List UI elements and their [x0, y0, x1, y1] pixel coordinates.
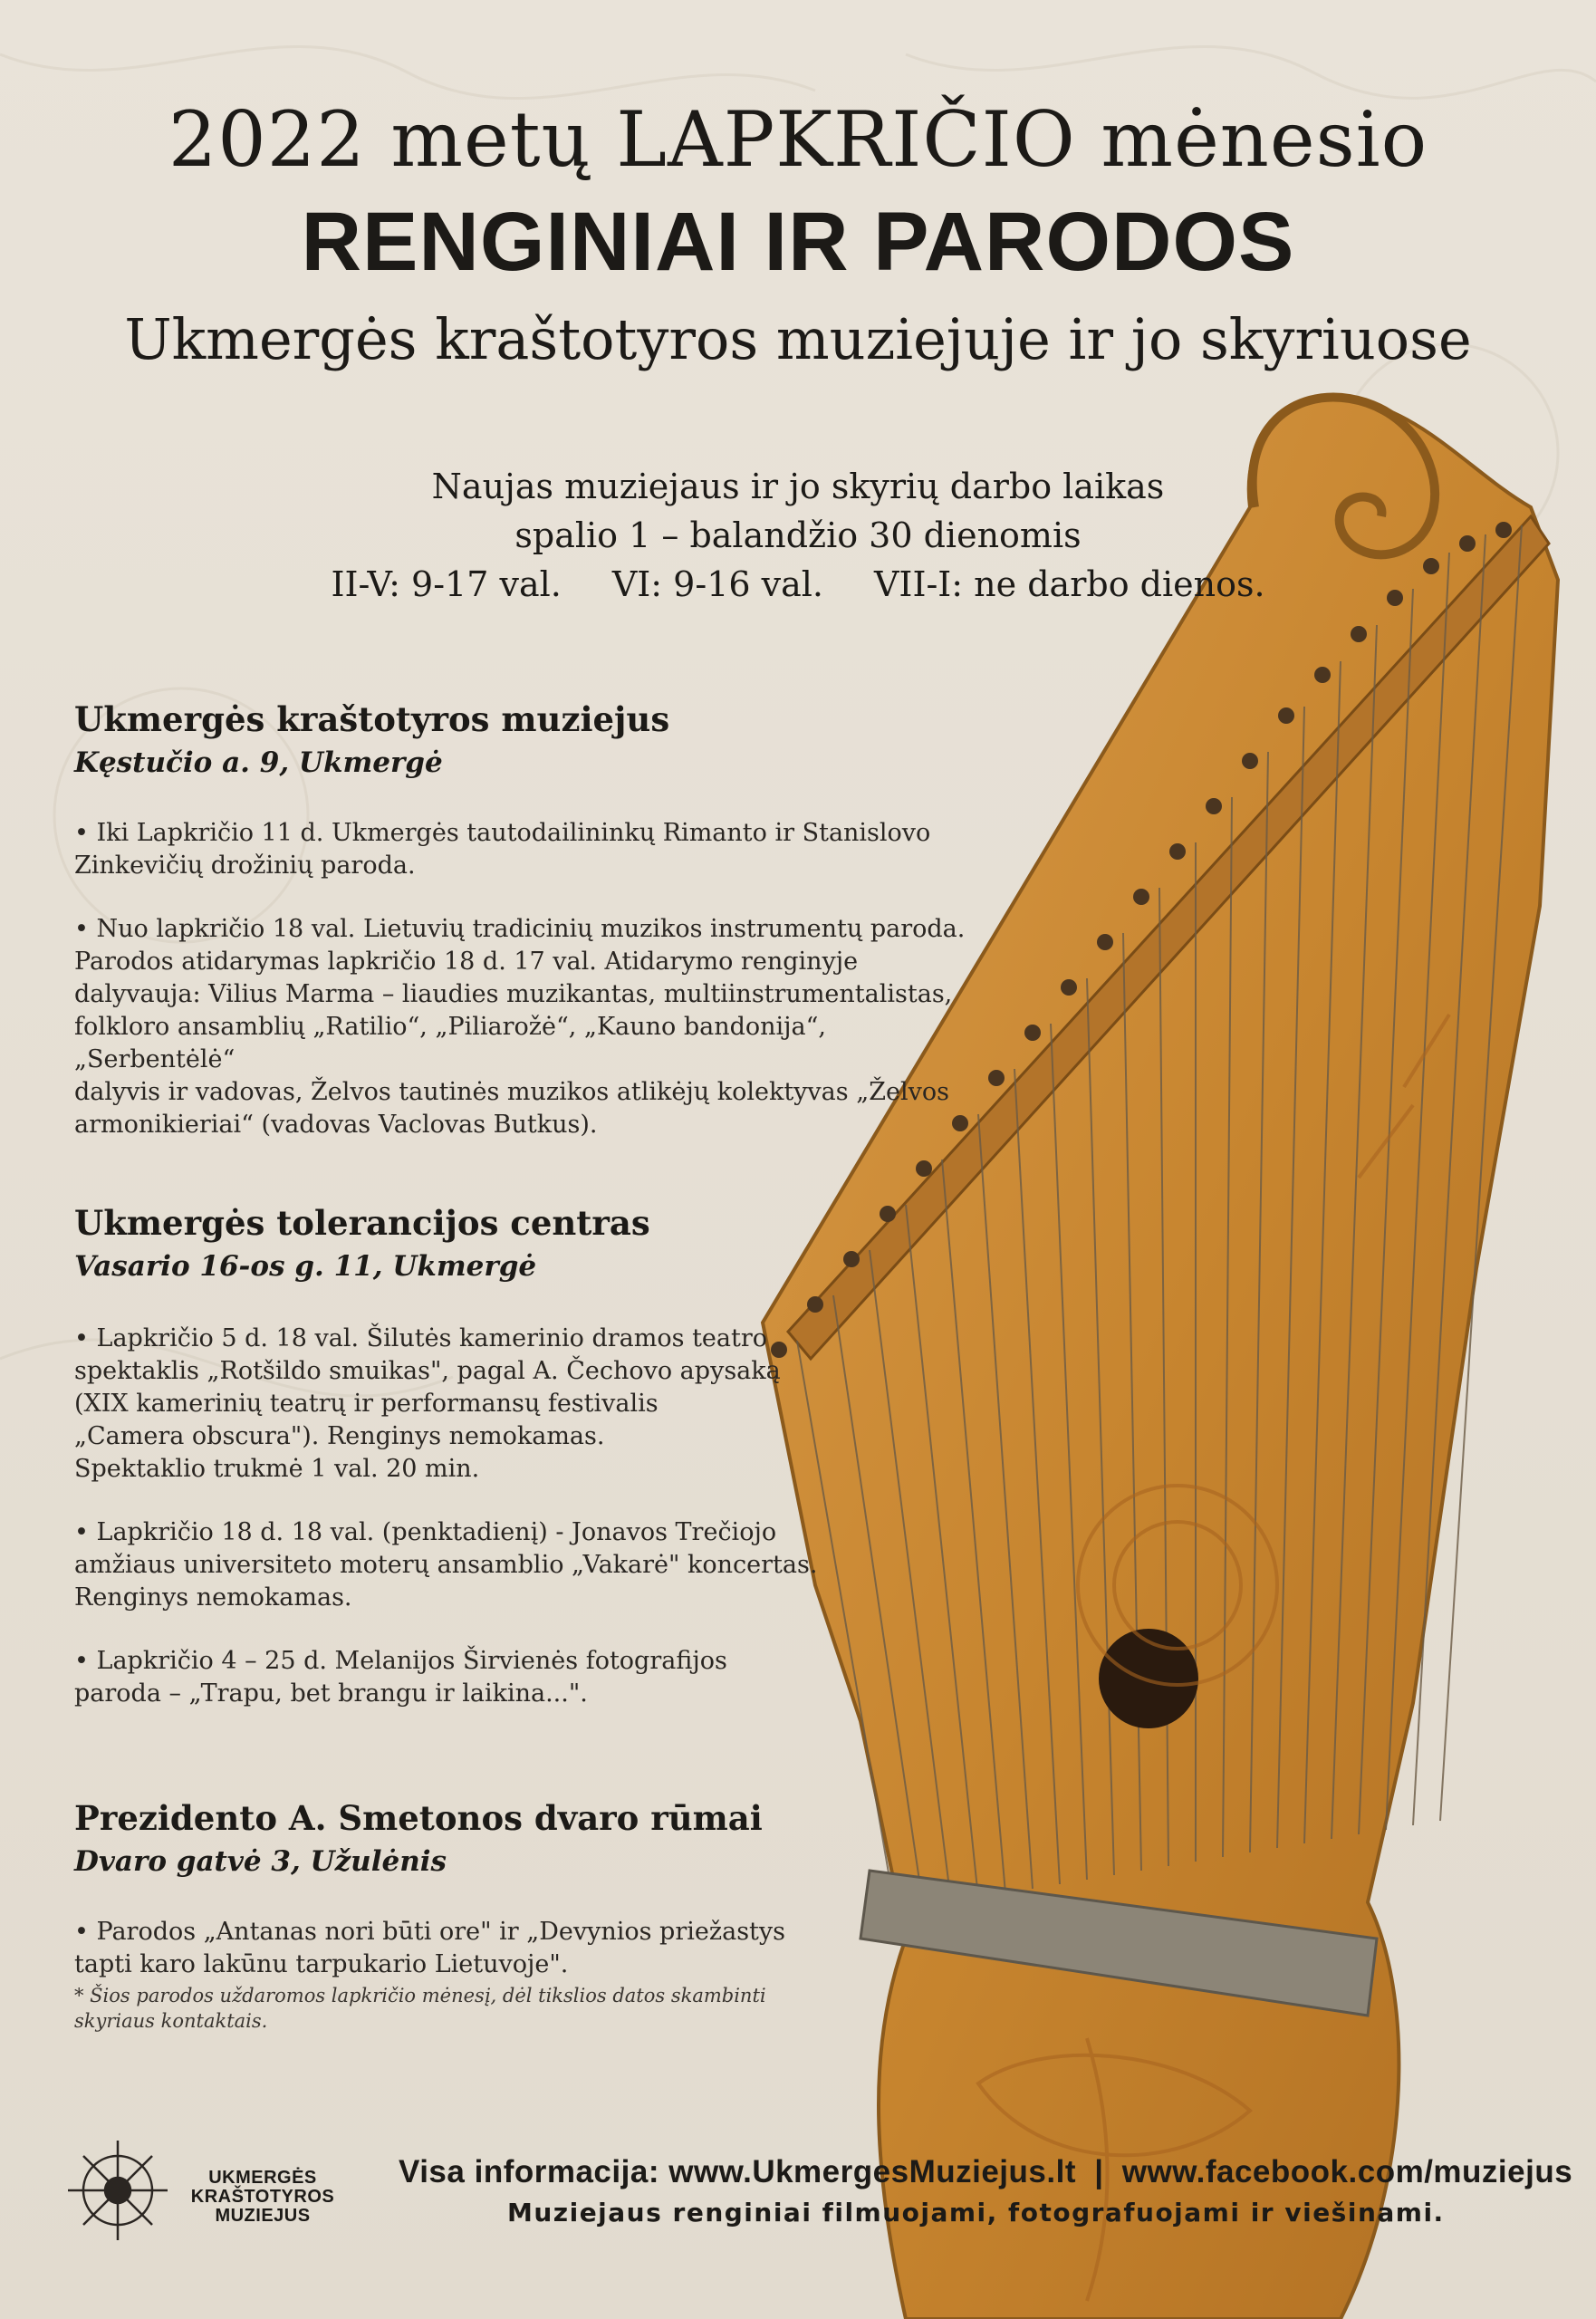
- list-item: [74, 1645, 889, 1710]
- item-line: Spektaklio trukmė 1 val. 20 min.: [74, 1455, 480, 1483]
- section-kraštotyros-muziejus: [74, 699, 980, 1141]
- section-note: [74, 1983, 889, 2034]
- item-line: • Iki Lapkričio 11 d. Ukmergės tautodailininkų Rimanto ir Stanislovo: [74, 819, 931, 847]
- footer-notice: Muziejaus renginiai filmuojami, fotografuojami ir viešinami.: [507, 2198, 1445, 2228]
- item-line: paroda – „Trapu, bet brangu ir laikina...".: [74, 1679, 588, 1708]
- section-smetonos-dvaras: [74, 1798, 889, 2034]
- item-line: • Lapkričio 5 d. 18 val. Šilutės kamerinio dramos teatro: [74, 1324, 768, 1352]
- item-line: Renginys nemokamas.: [74, 1583, 352, 1612]
- note-line: skyriaus kontaktais.: [74, 2010, 268, 2032]
- item-line: Parodos atidarymas lapkričio 18 d. 17 val. Atidarymo renginyje: [74, 948, 859, 976]
- item-line: armonikieriai“ (vadovas Vaclovas Butkus).: [74, 1111, 598, 1139]
- header-subtitle: Ukmergės kraštotyros muziejuje ir jo skyriuose: [124, 306, 1472, 372]
- item-line: folkloro ansamblių „Ratilio“, „Piliarožė“, „Kauno bandonija“, „Serbentėlė“: [74, 1013, 827, 1073]
- section-tolerancijos-centras: [74, 1203, 889, 1710]
- list-item: [74, 1916, 889, 1981]
- item-line: (XIX kamerinių teatrų ir performansų festivalis: [74, 1390, 659, 1418]
- hours-weekdays: II-V: 9-17 val.: [331, 564, 562, 604]
- item-line: dalyvauja: Vilius Marma – liaudies muzikantas, multiinstrumentalistas,: [74, 980, 953, 1008]
- item-line: amžiaus universiteto moterų ansamblio „Vakarė" koncertas.: [74, 1551, 818, 1579]
- header-title-month: 2022 metų LAPKRIČIO mėnesio: [168, 95, 1428, 184]
- list-item: [74, 1516, 889, 1614]
- item-line: • Lapkričio 4 – 25 d. Melanijos Širvienės fotografijos: [74, 1647, 727, 1675]
- list-item: [74, 1323, 889, 1486]
- section-title: Ukmergės tolerancijos centras: [74, 1203, 650, 1243]
- logo-line: KRAŠTOTYROS: [190, 2187, 335, 2207]
- header-title-main: RENGINIAI IR PARODOS: [301, 196, 1295, 288]
- item-line: • Nuo lapkričio 18 val. Lietuvių tradicinių muzikos instrumentų paroda.: [74, 915, 966, 943]
- hours-period: spalio 1 – balandžio 30 dienomis: [514, 515, 1082, 555]
- section-title: Prezidento A. Smetonos dvaro rūmai: [74, 1798, 763, 1838]
- list-item: [74, 913, 980, 1141]
- museum-logo[interactable]: [186, 2169, 340, 2226]
- hours-saturday: VI: 9-16 val.: [611, 564, 823, 604]
- section-title: Ukmergės kraštotyros muziejus: [74, 699, 670, 739]
- footer-separator: |: [1094, 2154, 1104, 2189]
- facebook-link[interactable]: www.facebook.com/muziejus: [1121, 2154, 1573, 2189]
- logo-line: MUZIEJUS: [215, 2206, 311, 2226]
- section-address: Vasario 16-os g. 11, Ukmergė: [74, 1250, 537, 1283]
- item-line: dalyvis ir vadovas, Želvos tautinės muzikos atlikėjų kolektyvas „Želvos: [74, 1078, 949, 1106]
- logo-line: UKMERGĖS: [208, 2168, 317, 2188]
- item-line: „Camera obscura"). Renginys nemokamas.: [74, 1422, 605, 1450]
- hours-closed: VII-I: ne darbo dienos.: [873, 564, 1265, 604]
- item-line: • Parodos „Antanas nori būti ore" ir „Devynios priežastys: [74, 1918, 786, 1946]
- website-link[interactable]: www.UkmergesMuziejus.lt: [668, 2154, 1076, 2189]
- hours-title: Naujas muziejaus ir jo skyrių darbo laikas: [431, 467, 1165, 506]
- list-item: [74, 817, 980, 882]
- footer-info-label: Visa informacija:: [399, 2154, 659, 2189]
- working-hours: [0, 462, 1596, 609]
- item-line: spektaklis „Rotšildo smuikas", pagal A. Čechovo apysaką: [74, 1357, 781, 1385]
- item-line: Zinkevičių drožinių paroda.: [74, 852, 416, 880]
- item-line: tapti karo lakūnu tarpukario Lietuvoje".: [74, 1950, 569, 1978]
- footer-info: [399, 2154, 1576, 2190]
- section-address: Kęstučio a. 9, Ukmergė: [74, 746, 443, 779]
- section-address: Dvaro gatvė 3, Užulėnis: [74, 1845, 447, 1878]
- note-line: * Šios parodos uždaromos lapkričio mėnesį, dėl tikslios datos skambinti: [74, 1985, 766, 2006]
- hours-schedule: [0, 560, 1596, 609]
- item-line: • Lapkričio 18 d. 18 val. (penktadienį) - Jonavos Trečiojo: [74, 1518, 777, 1546]
